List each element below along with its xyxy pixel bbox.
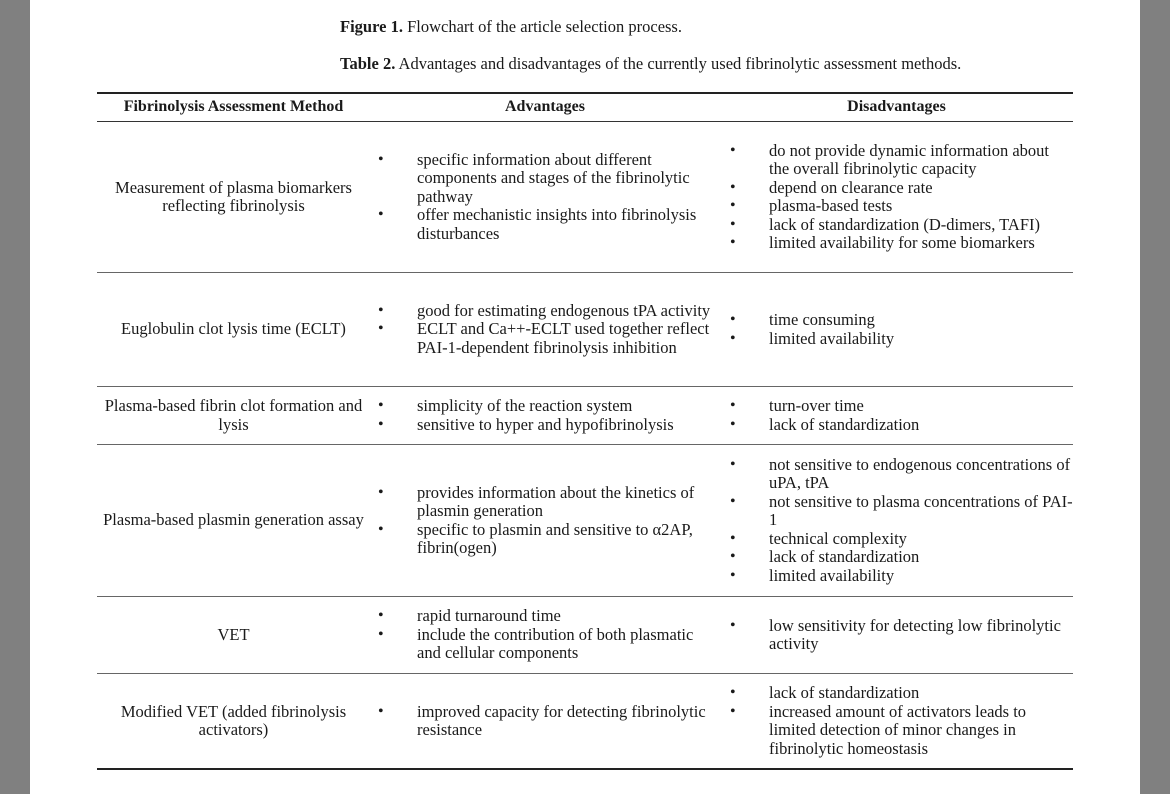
table-row <box>97 674 1073 770</box>
advantage-item: • rapid turnaround time <box>370 607 720 626</box>
table-row <box>97 387 1073 445</box>
table-row <box>97 122 1073 273</box>
header-method: Fibrinolysis Assessment Method <box>123 98 344 116</box>
advantage-item: • improved capacity for detecting fibrinolytic resistance <box>370 703 720 740</box>
disadvantage-item: • do not provide dynamic information about the overall fibrinolytic capacity <box>720 142 1073 179</box>
advantages-cell <box>370 387 720 445</box>
method-cell: Euglobulin clot lysis time (ECLT) <box>121 319 346 339</box>
disadvantages-cell <box>720 674 1073 770</box>
table-row <box>97 445 1073 597</box>
advantage-item: • ECLT and Ca++-ECLT used together reflect PAI-1-dependent fibrinolysis inhibition <box>370 320 720 357</box>
disadvantage-item: • not sensitive to plasma concentrations of PAI-1 <box>720 493 1073 530</box>
advantage-item: • offer mechanistic insights into fibrinolysis disturbances <box>370 206 720 243</box>
advantages-cell <box>370 273 720 387</box>
disadvantage-item: • limited availability <box>720 567 1073 586</box>
disadvantages-cell <box>720 597 1073 674</box>
table-caption <box>340 54 961 74</box>
disadvantage-item: • lack of standardization <box>720 548 1073 567</box>
disadvantage-item: • limited availability <box>720 330 1073 349</box>
advantages-cell <box>370 674 720 770</box>
table-row <box>97 273 1073 387</box>
figure-caption-label: Figure 1. <box>340 17 403 36</box>
header-disadvantages: Disadvantages <box>847 98 946 116</box>
figure-caption <box>340 17 682 37</box>
table-caption-label: Table 2. <box>340 54 396 73</box>
table-row <box>97 597 1073 674</box>
disadvantage-item: • increased amount of activators leads to limited detection of minor changes in fibrinolytic homeostasis <box>720 703 1073 759</box>
disadvantage-item: • depend on clearance rate <box>720 179 1073 198</box>
advantage-item: • specific information about different components and stages of the fibrinolytic pathway <box>370 151 720 207</box>
method-cell: Plasma-based plasmin generation assay <box>103 510 364 530</box>
advantage-item: • good for estimating endogenous tPA activity <box>370 302 720 321</box>
advantage-item: • sensitive to hyper and hypofibrinolysis <box>370 416 720 435</box>
document-page <box>30 0 1140 794</box>
disadvantage-item: • lack of standardization <box>720 684 1073 703</box>
method-cell: Plasma-based fibrin clot formation and lysis <box>104 396 363 434</box>
disadvantage-item: • not sensitive to endogenous concentrations of uPA, tPA <box>720 456 1073 493</box>
disadvantages-cell <box>720 273 1073 387</box>
advantages-cell <box>370 122 720 273</box>
advantage-item: • include the contribution of both plasmatic and cellular components <box>370 626 720 663</box>
advantage-item: • provides information about the kinetics of plasmin generation <box>370 484 720 521</box>
comparison-table <box>97 92 1073 770</box>
figure-caption-text: Flowchart of the article selection process. <box>402 17 682 36</box>
method-cell: Measurement of plasma biomarkers reflecting fibrinolysis <box>115 177 352 215</box>
disadvantage-item: • limited availability for some biomarkers <box>720 234 1073 253</box>
method-cell: VET <box>217 624 250 644</box>
disadvantage-item: • low sensitivity for detecting low fibrinolytic activity <box>720 617 1073 654</box>
disadvantages-cell <box>720 445 1073 597</box>
advantages-cell <box>370 445 720 597</box>
table-header-row <box>97 93 1073 122</box>
advantage-item: • simplicity of the reaction system <box>370 397 720 416</box>
disadvantages-cell <box>720 387 1073 445</box>
table-caption-text: Advantages and disadvantages of the currently used fibrinolytic assessment methods. <box>395 54 962 73</box>
disadvantage-item: • lack of standardization (D-dimers, TAFI) <box>720 216 1073 235</box>
disadvantage-item: • plasma-based tests <box>720 197 1073 216</box>
method-cell: Modified VET (added fibrinolysis activators) <box>120 701 347 739</box>
advantages-cell <box>370 597 720 674</box>
header-advantages: Advantages <box>504 98 585 116</box>
disadvantage-item: • turn-over time <box>720 397 1073 416</box>
disadvantage-item: • time consuming <box>720 311 1073 330</box>
advantage-item: • specific to plasmin and sensitive to α2AP, fibrin(ogen) <box>370 521 720 558</box>
disadvantages-cell <box>720 122 1073 273</box>
disadvantage-item: • lack of standardization <box>720 416 1073 435</box>
disadvantage-item: • technical complexity <box>720 530 1073 549</box>
